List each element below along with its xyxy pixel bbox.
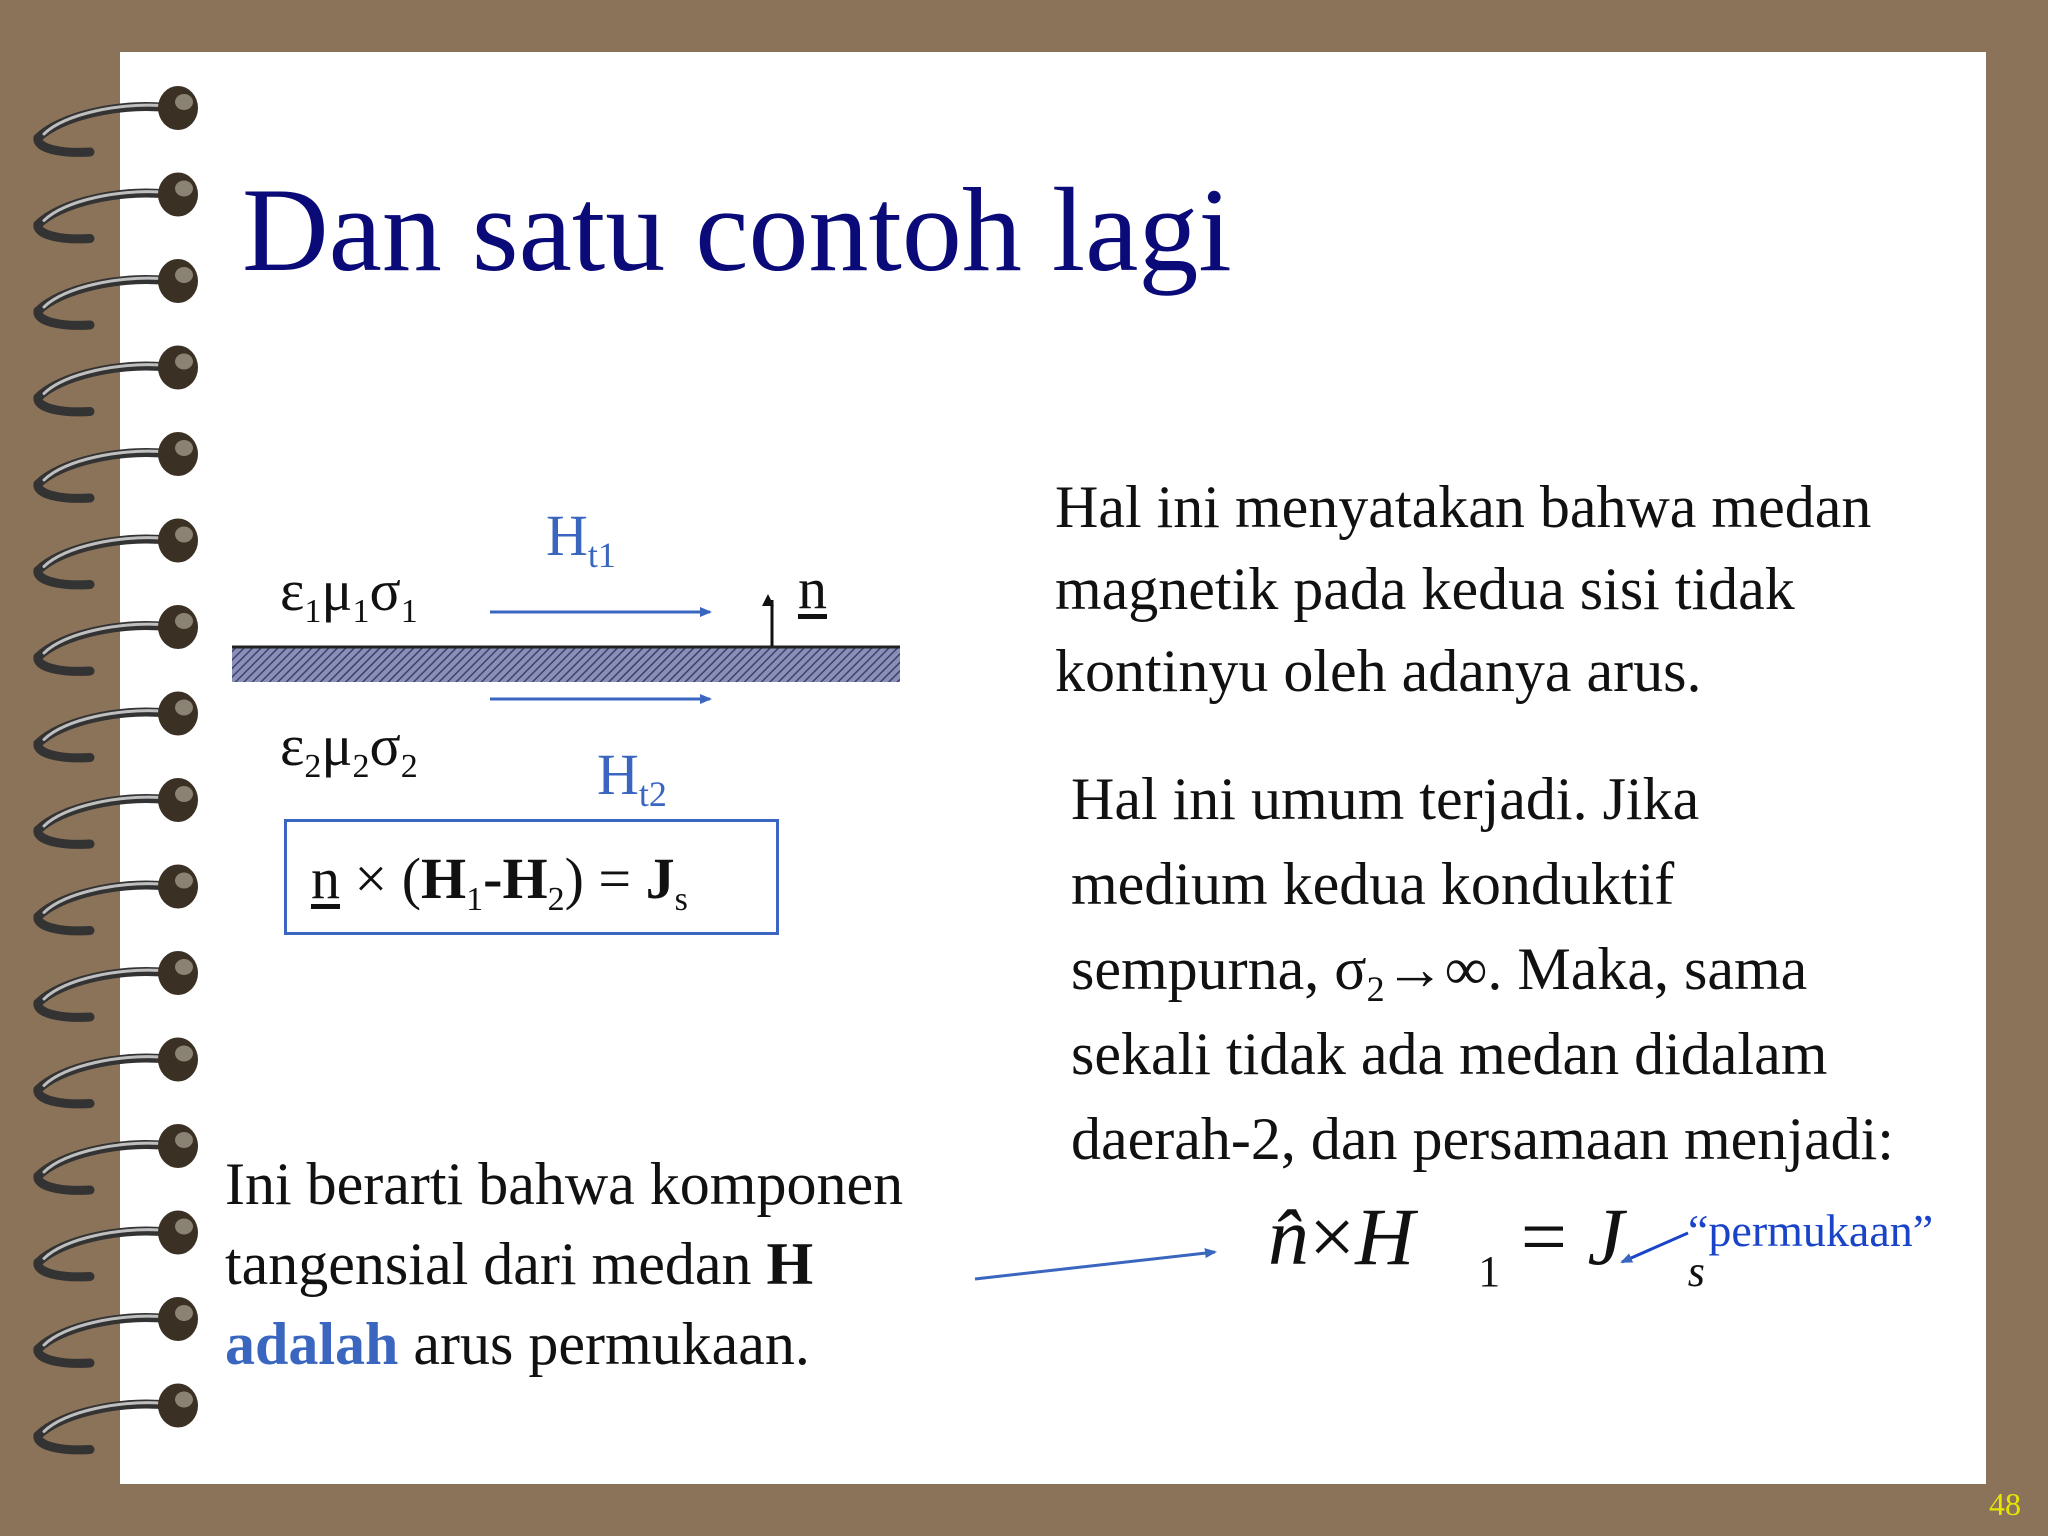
medium-1-mu: μ <box>321 558 353 623</box>
paragraph-line: Hal ini menyatakan bahwa medan <box>1055 474 1872 540</box>
surface-annotation: “permukaan” <box>1688 1205 1934 1256</box>
ht2-label: $H_{t2}$ <box>597 742 667 814</box>
paragraph-perfect-conductor <box>1071 757 1894 1182</box>
medium-1-epsilon: ε <box>280 558 305 623</box>
boundary-equation: $n \times (H_1-H_2) = J_s$ <box>311 846 688 918</box>
paragraph-discontinuity <box>1055 466 1871 712</box>
paragraph-line: medium kedua konduktif <box>1071 851 1675 917</box>
paragraph-line: adalah arus permukaan. <box>225 1311 810 1377</box>
paragraph-line: Hal ini umum terjadi. Jika <box>1071 766 1700 832</box>
normal-vector-label: n <box>798 556 827 621</box>
boundary-equation-box <box>284 819 779 935</box>
paragraph-tangential-component <box>225 1144 903 1384</box>
paragraph-line: sempurna, $\sigma_2\to\infty$. Maka, sama <box>1071 936 1808 1009</box>
medium-2-epsilon: ε <box>280 713 305 778</box>
boundary-surface <box>232 647 900 682</box>
medium-1-label: $\varepsilon_1\mu_1\sigma_1$ <box>280 558 418 630</box>
slide-title: Dan satu contoh lagi <box>242 163 1232 296</box>
paragraph-line: magnetik pada kedua sisi tidak <box>1055 556 1795 622</box>
paragraph-line: Ini berarti bahwa komponen <box>225 1151 904 1217</box>
paragraph-line: daerah-2, dan persamaan menjadi: <box>1071 1106 1894 1172</box>
medium-2-label: $\varepsilon_2\mu_2\sigma_2$ <box>280 713 418 785</box>
medium-2-mu: μ <box>321 713 353 778</box>
paragraph-line: kontinyu oleh adanya arus. <box>1055 638 1702 704</box>
pointer-arrow <box>975 1252 1215 1279</box>
medium-1-sigma: σ <box>369 558 401 623</box>
surface-current-formula: $n̂\times H⃗_1$ = $J⃗_s$ <box>1268 1191 1705 1296</box>
page-number: 48 <box>1989 1486 2021 1522</box>
paragraph-line: tangensial dari medan H <box>225 1231 814 1297</box>
ht1-label: $H_{t1}$ <box>546 503 616 575</box>
medium-2-sigma: σ <box>369 713 401 778</box>
paragraph-line: sekali tidak ada medan didalam <box>1071 1021 1828 1087</box>
